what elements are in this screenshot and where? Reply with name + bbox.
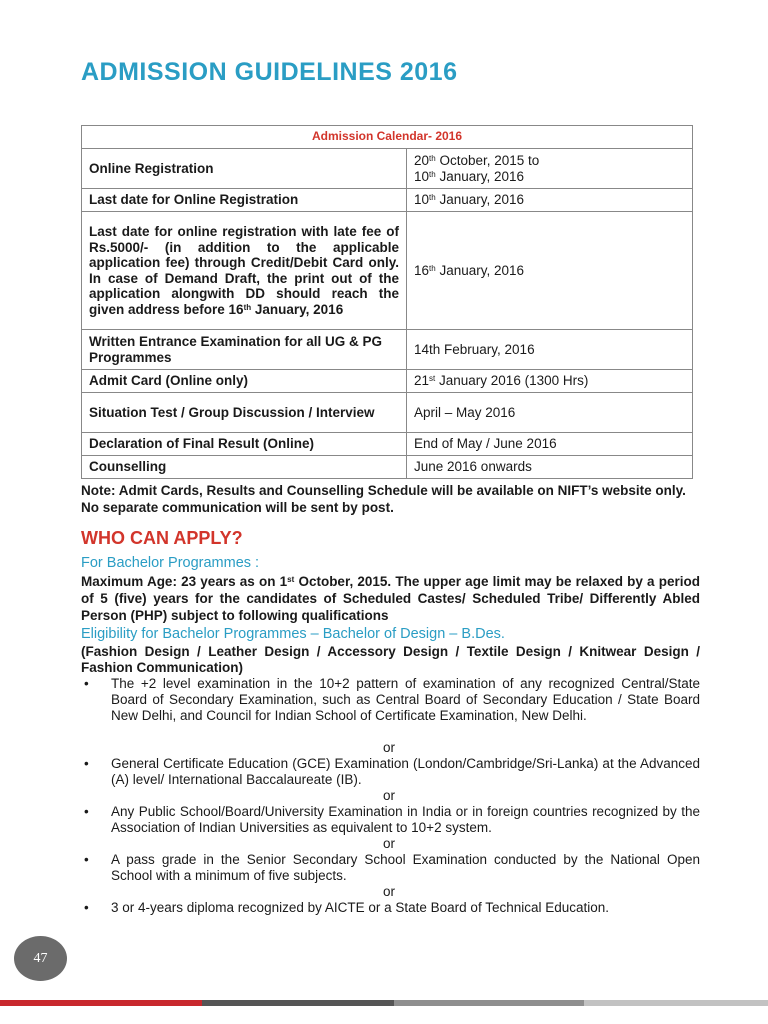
table-row (82, 370, 693, 393)
list-item: • General Certificate Education (GCE) Examination (London/Cambridge/Sri-Lanka) at the Advanced (A) level/ International Baccalaureate (IB). (84, 756, 700, 787)
date-cell: 20th October, 2015 to 10th January, 2016 (407, 149, 693, 189)
date-cell: 21st January 2016 (1300 Hrs) (407, 370, 693, 393)
table-row (82, 393, 693, 433)
table-row (82, 149, 693, 189)
event-cell: Written Entrance Examination for all UG & PG Programmes (82, 330, 407, 370)
table-header: Admission Calendar- 2016 (82, 126, 693, 149)
event-cell: Counselling (82, 456, 407, 479)
event-cell: Declaration of Final Result (Online) (82, 433, 407, 456)
bullet-icon: • (84, 804, 89, 819)
event-cell: Last date for Online Registration (82, 189, 407, 212)
date-cell: End of May / June 2016 (407, 433, 693, 456)
bullet-icon: • (84, 756, 89, 771)
design-fields-text: (Fashion Design / Leather Design / Accessory Design / Textile Design / Knitwear Design / Fashion Communication) (81, 644, 700, 675)
table-row (82, 330, 693, 370)
bullet-icon: • (84, 852, 89, 867)
eligibility-heading: Eligibility for Bachelor Programmes – Bachelor of Design – B.Des. (81, 626, 505, 642)
table-row (82, 189, 693, 212)
table-row (82, 456, 693, 479)
date-cell: 10th January, 2016 (407, 189, 693, 212)
event-cell: Last date for online registration with late fee of Rs.5000/- (in addition to the applicable application fee) through Credit/Debit Card only. In case of Demand Draft, the print out of the application alongwith DD should reach the given address before 16th January, 2016 (82, 212, 407, 330)
footer-segment (584, 1000, 768, 1006)
or-separator: or (383, 884, 396, 899)
or-separator: or (383, 836, 396, 851)
event-cell: Situation Test / Group Discussion / Interview (82, 393, 407, 433)
table-header-row (82, 126, 693, 149)
note-text: Note: Admit Cards, Results and Counselling Schedule will be available on NIFT’s website only. No separate communication will be sent by post. (81, 483, 686, 515)
page-title: ADMISSION GUIDELINES 2016 (81, 58, 458, 86)
or-separator: or (383, 788, 396, 803)
date-cell: 16th January, 2016 (407, 212, 693, 330)
page-number: 47 (14, 936, 67, 981)
list-item: • 3 or 4-years diploma recognized by AICTE or a State Board of Technical Education. (84, 900, 610, 915)
footer-segment (202, 1000, 394, 1006)
who-can-apply-heading: WHO CAN APPLY? (81, 528, 243, 548)
footer-segment (0, 1000, 202, 1006)
admission-calendar-table (81, 125, 693, 479)
list-item: • The +2 level examination in the 10+2 pattern of examination of any recognized Central/State Board of Secondary Examination, such as Central Board of Secondary Education / State Board New Delhi, and Council for Indian School of Certificate Examination, New Delhi. (84, 676, 700, 723)
bullet-icon: • (84, 676, 89, 691)
list-item: • A pass grade in the Senior Secondary School Examination conducted by the National Open School with a minimum of five subjects. (84, 852, 700, 883)
table-row (82, 433, 693, 456)
date-cell: 14th February, 2016 (407, 330, 693, 370)
list-item: • Any Public School/Board/University Examination in India or in foreign countries recognized by the Association of Indian Universities as equivalent to 10+2 system. (84, 804, 700, 835)
footer-segment (394, 1000, 584, 1006)
date-cell: April – May 2016 (407, 393, 693, 433)
bachelor-programmes-heading: For Bachelor Programmes : (81, 555, 260, 571)
age-criteria-text: Maximum Age: 23 years as on 1st October, 2015. The upper age limit may be relaxed by a period of 5 (five) years for the candidates of Scheduled Castes/ Scheduled Tribe/ Differently Abled Person (PHP) subject to following qualifications (81, 574, 700, 623)
event-cell: Online Registration (82, 149, 407, 189)
bullet-icon: • (84, 900, 89, 915)
date-cell: June 2016 onwards (407, 456, 693, 479)
event-cell: Admit Card (Online only) (82, 370, 407, 393)
footer-color-bar (0, 1000, 768, 1006)
or-separator: or (383, 740, 396, 755)
table-row (82, 212, 693, 330)
